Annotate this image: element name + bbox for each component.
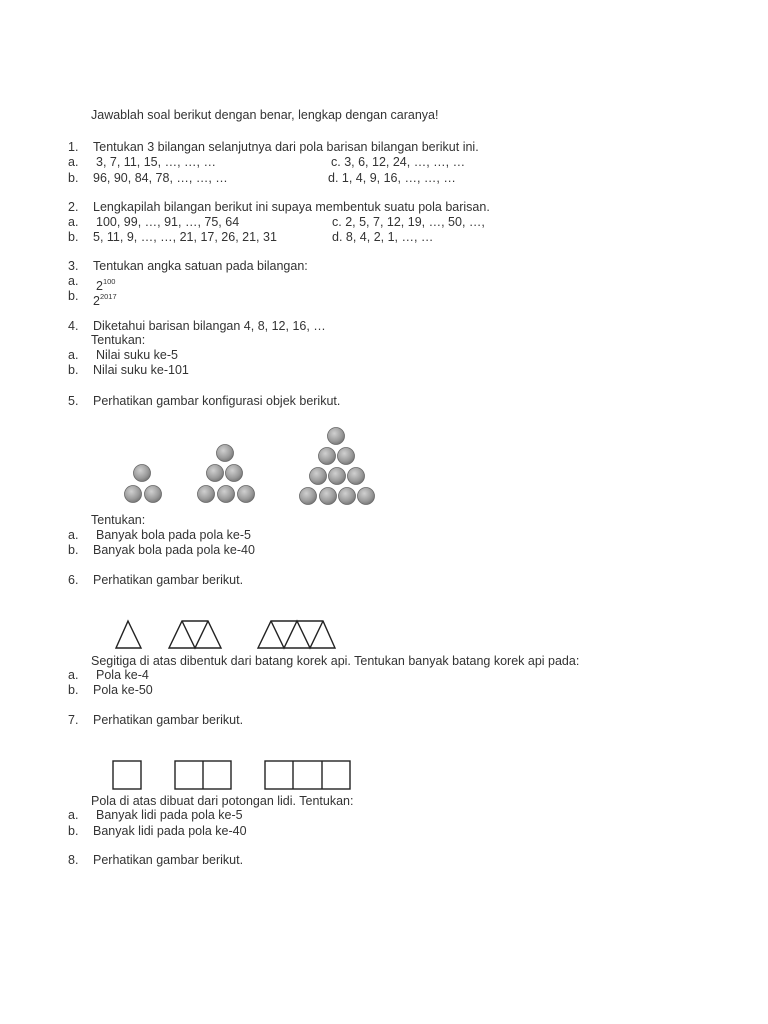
q3-text: Tentukan angka satuan pada bilangan:: [93, 259, 308, 273]
q2-b-label: b.: [68, 230, 79, 244]
q6-text: Perhatikan gambar berikut.: [93, 573, 244, 587]
triangle-pattern-1: [116, 621, 141, 648]
q7-b-label: b.: [68, 824, 79, 838]
q5-option-a: Banyak bola pada pola ke-5: [96, 528, 251, 542]
q3-b-label: b.: [68, 289, 79, 303]
q8-text: Perhatikan gambar berikut.: [93, 853, 244, 867]
q5-sub: Tentukan:: [91, 513, 146, 527]
q7-sub: Pola di atas dibuat dari potongan lidi. Tentukan:: [91, 794, 354, 808]
q7-text: Perhatikan gambar berikut.: [93, 713, 244, 727]
matchstick-triangles-figure: [105, 612, 345, 654]
q8-number: 8.: [68, 853, 79, 867]
square-pattern-3: [265, 761, 350, 789]
q2-option-a: 100, 99, …, 91, …, 75, 64: [96, 215, 240, 229]
q4-b-label: b.: [68, 363, 79, 377]
q4-a-label: a.: [68, 348, 79, 362]
q7-option-a: Banyak lidi pada pola ke-5: [96, 808, 243, 822]
q1-b-label: b.: [68, 171, 79, 185]
q3-a-label: a.: [68, 274, 79, 288]
q5-b-label: b.: [68, 543, 79, 557]
square-pattern-2: [175, 761, 231, 789]
q5-option-b: Banyak bola pada pola ke-40: [93, 543, 255, 557]
q2-number: 2.: [68, 200, 79, 214]
ball-pattern-1: [125, 465, 162, 503]
q1-text: Tentukan 3 bilangan selanjutnya dari pola barisan bilangan berikut ini.: [93, 140, 479, 154]
q6-b-label: b.: [68, 683, 79, 697]
q1-option-d: d. 1, 4, 9, 16, …, …, …: [328, 171, 456, 185]
q3-number: 3.: [68, 259, 79, 273]
q7-option-b: Banyak lidi pada pola ke-40: [93, 824, 247, 838]
q6-sub: Segitiga di atas dibentuk dari batang korek api. Tentukan banyak batang korek api pada:: [91, 654, 580, 668]
instruction: Jawablah soal berikut dengan benar, lengkap dengan caranya!: [91, 108, 439, 122]
q1-option-b: 96, 90, 84, 78, …, …, …: [93, 171, 228, 185]
q4-number: 4.: [68, 319, 79, 333]
triangle-pattern-3: [258, 621, 335, 648]
q5-number: 5.: [68, 394, 79, 408]
q2-option-c: c. 2, 5, 7, 12, 19, …, 50, …,: [332, 215, 485, 229]
q1-number: 1.: [68, 140, 79, 154]
q5-a-label: a.: [68, 528, 79, 542]
q2-text: Lengkapilah bilangan berikut ini supaya membentuk suatu pola barisan.: [93, 200, 490, 214]
q2-option-b: 5, 11, 9, …, …, 21, 17, 26, 21, 31: [93, 230, 277, 244]
q6-option-b: Pola ke-50: [93, 683, 153, 697]
q3-option-a: $2^{100}$: [96, 277, 116, 293]
ball-pattern-figure: [110, 420, 390, 515]
q4-text: Diketahui barisan bilangan 4, 8, 12, 16, …: [93, 319, 326, 333]
q6-number: 6.: [68, 573, 79, 587]
square-pattern-1: [113, 761, 141, 789]
q4-option-b: Nilai suku ke-101: [93, 363, 189, 377]
q7-a-label: a.: [68, 808, 79, 822]
q4-sub: Tentukan:: [91, 333, 146, 347]
ball-pattern-3: [300, 428, 375, 505]
stick-squares-figure: [105, 755, 360, 795]
q6-a-label: a.: [68, 668, 79, 682]
q1-a-label: a.: [68, 155, 79, 169]
q2-a-label: a.: [68, 215, 79, 229]
q2-option-d: d. 8, 4, 2, 1, …, …: [332, 230, 434, 244]
q1-option-a: 3, 7, 11, 15, …, …, …: [96, 155, 216, 169]
q6-option-a: Pola ke-4: [96, 668, 149, 682]
q3-option-b: $2^{2017}$: [93, 292, 117, 308]
ball-pattern-2: [198, 445, 255, 503]
q5-text: Perhatikan gambar konfigurasi objek berikut.: [93, 394, 341, 408]
triangle-pattern-2: [169, 621, 221, 648]
q4-option-a: Nilai suku ke-5: [96, 348, 178, 362]
q1-option-c: c. 3, 6, 12, 24, …, …, …: [331, 155, 466, 169]
q7-number: 7.: [68, 713, 79, 727]
